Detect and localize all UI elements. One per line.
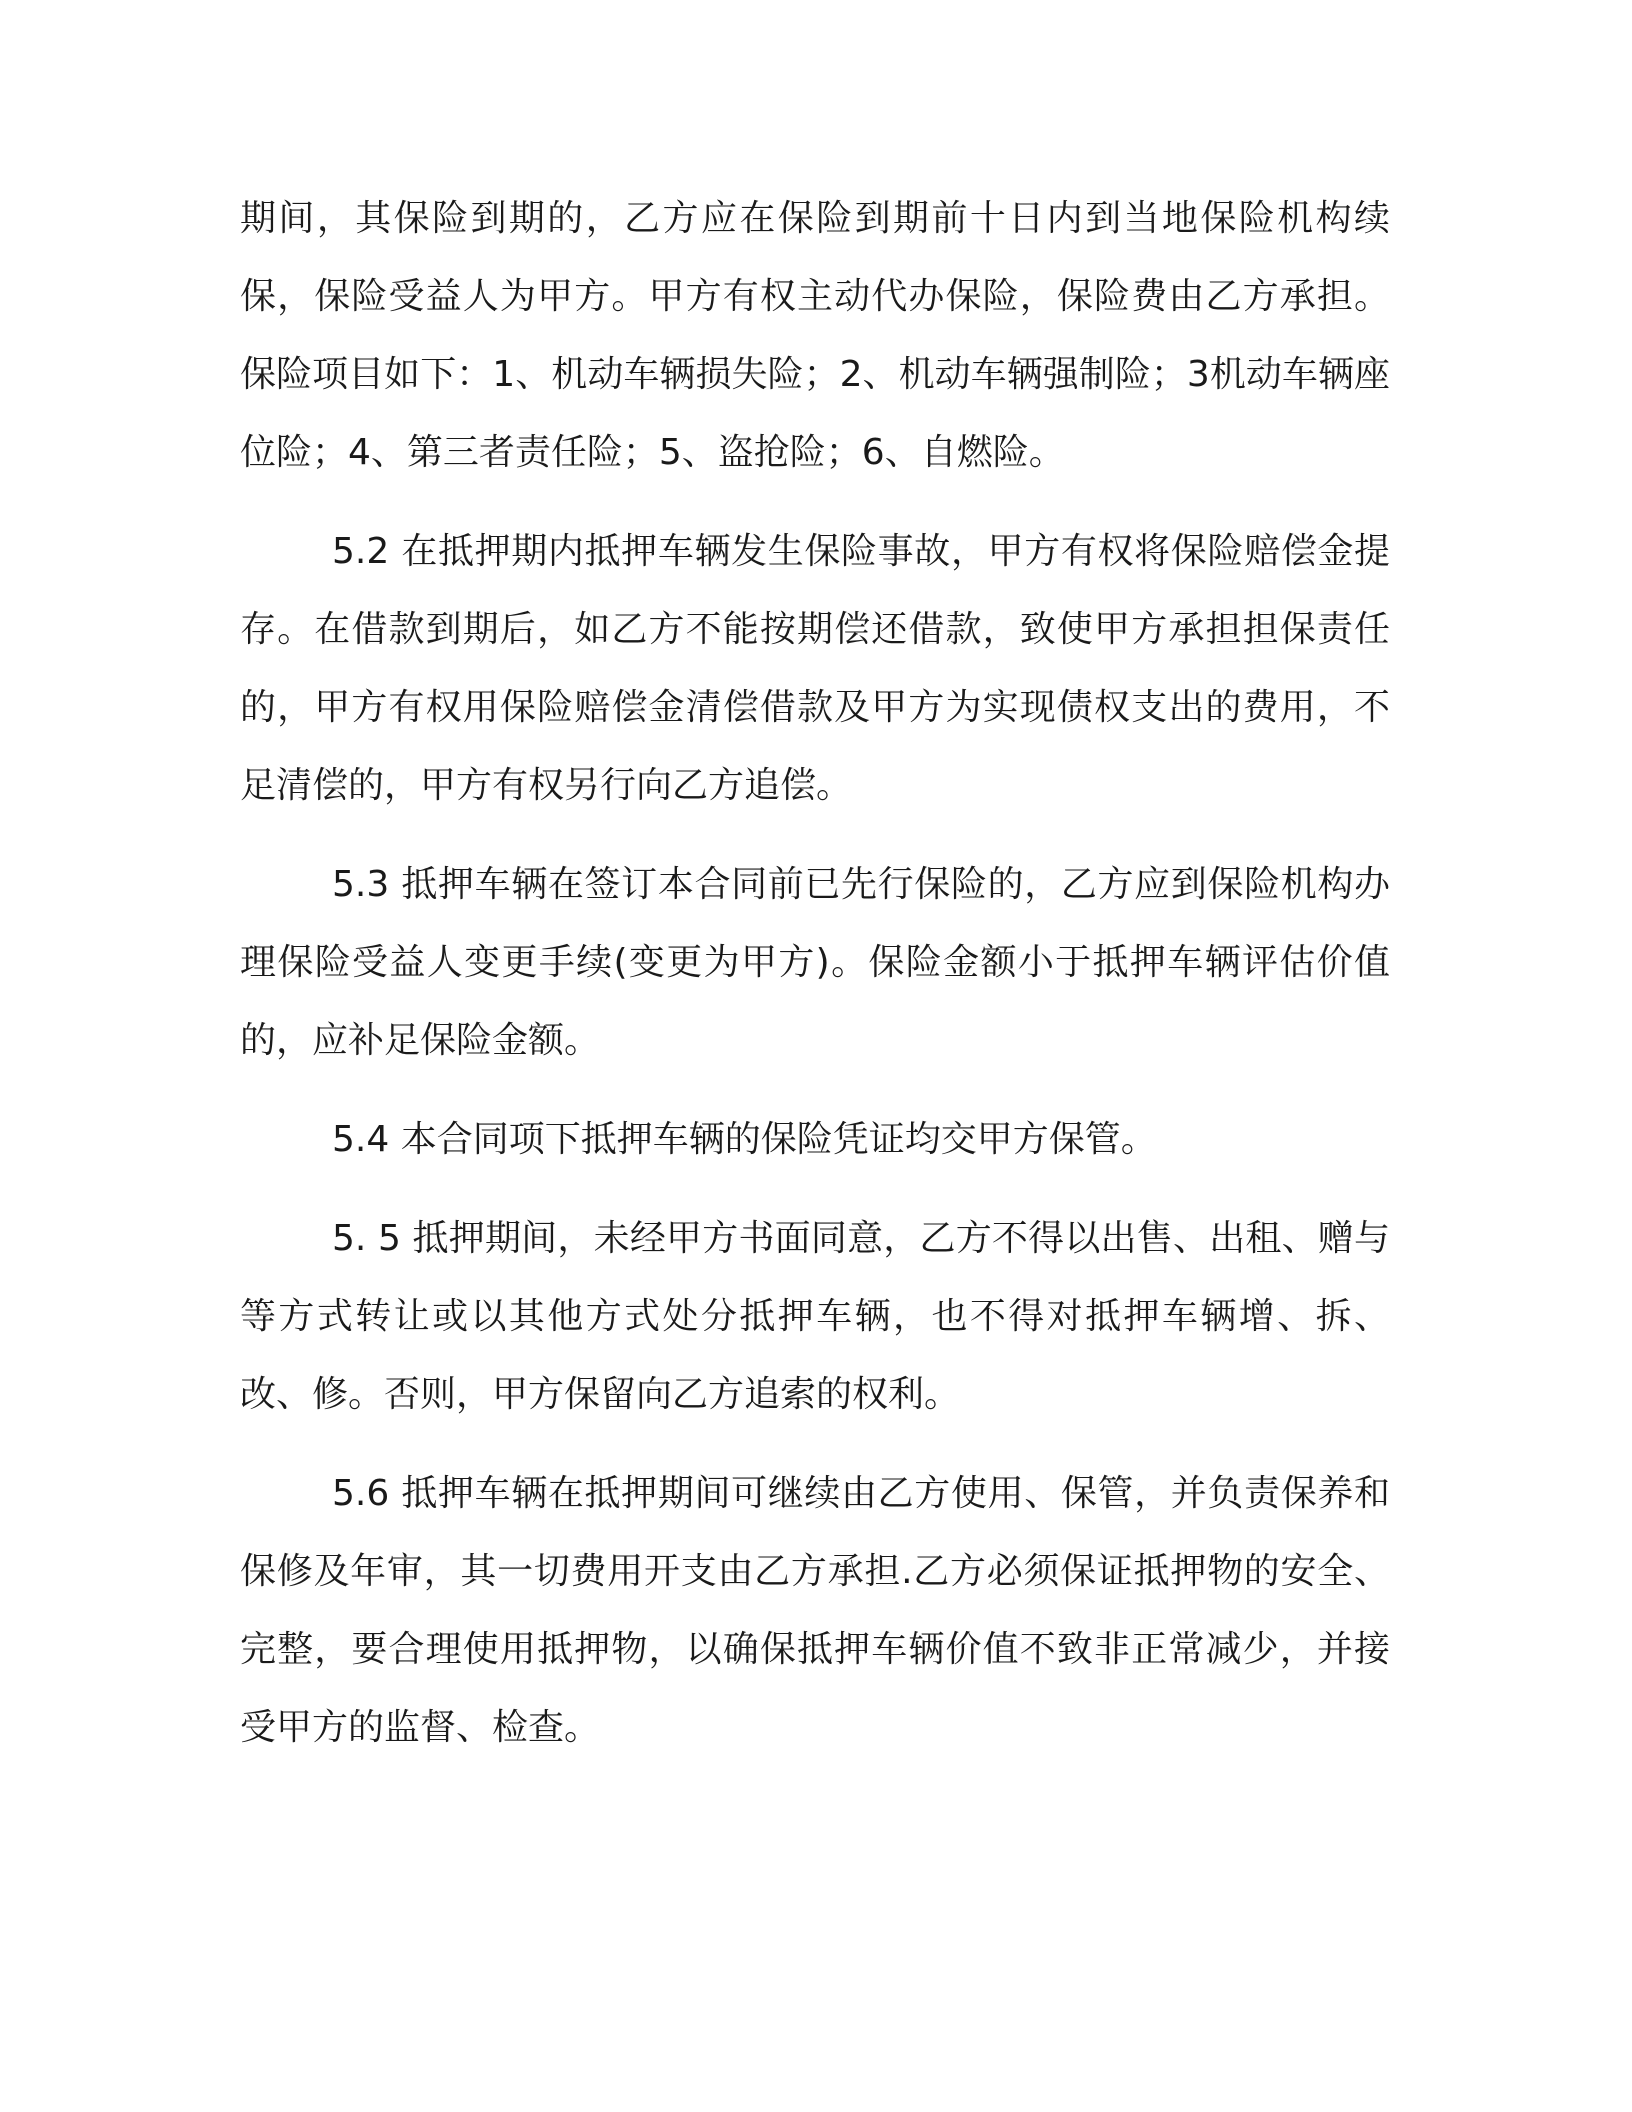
paragraph-clause-5-2: 5.2 在抵押期内抵押车辆发生保险事故，甲方有权将保险赔偿金提存。在借款到期后，如乙方不能按期偿还借款，致使甲方承担担保责任的，甲方有权用保险赔偿金清偿借款及甲方为实现债权支出的费用，不足清偿的，甲方有权另行向乙方追偿。 [240, 531, 1390, 806]
document-page [240, 180, 1390, 1788]
paragraph-clause-5-5: 5. 5 抵押期间，未经甲方书面同意，乙方不得以出售、出租、赠与等方式转让或以其他方式处分抵押车辆，也不得对抵押车辆增、拆、改、修。否则，甲方保留向乙方追索的权利。 [240, 1218, 1390, 1415]
paragraph-clause-5-4: 5.4 本合同项下抵押车辆的保险凭证均交甲方保管。 [332, 1119, 1157, 1160]
paragraph-insurance-renewal: 期间，其保险到期的，乙方应在保险到期前十日内到当地保险机构续保，保险受益人为甲方。甲方有权主动代办保险，保险费由乙方承担。保险项目如下：1、机动车辆损失险；2、机动车辆强制险；3机动车辆座位险；4、第三者责任险；5、盗抢险；6、自燃险。 [240, 198, 1390, 473]
paragraph-clause-5-3: 5.3 抵押车辆在签订本合同前已先行保险的，乙方应到保险机构办理保险受益人变更手续(变更为甲方)。保险金额小于抵押车辆评估价值的，应补足保险金额。 [240, 864, 1390, 1061]
paragraph-clause-5-6: 5.6 抵押车辆在抵押期间可继续由乙方使用、保管，并负责保养和保修及年审，其一切费用开支由乙方承担.乙方必须保证抵押物的安全、完整，要合理使用抵押物，以确保抵押车辆价值不致非正常减少，并接受甲方的监督、检查。 [240, 1473, 1390, 1748]
